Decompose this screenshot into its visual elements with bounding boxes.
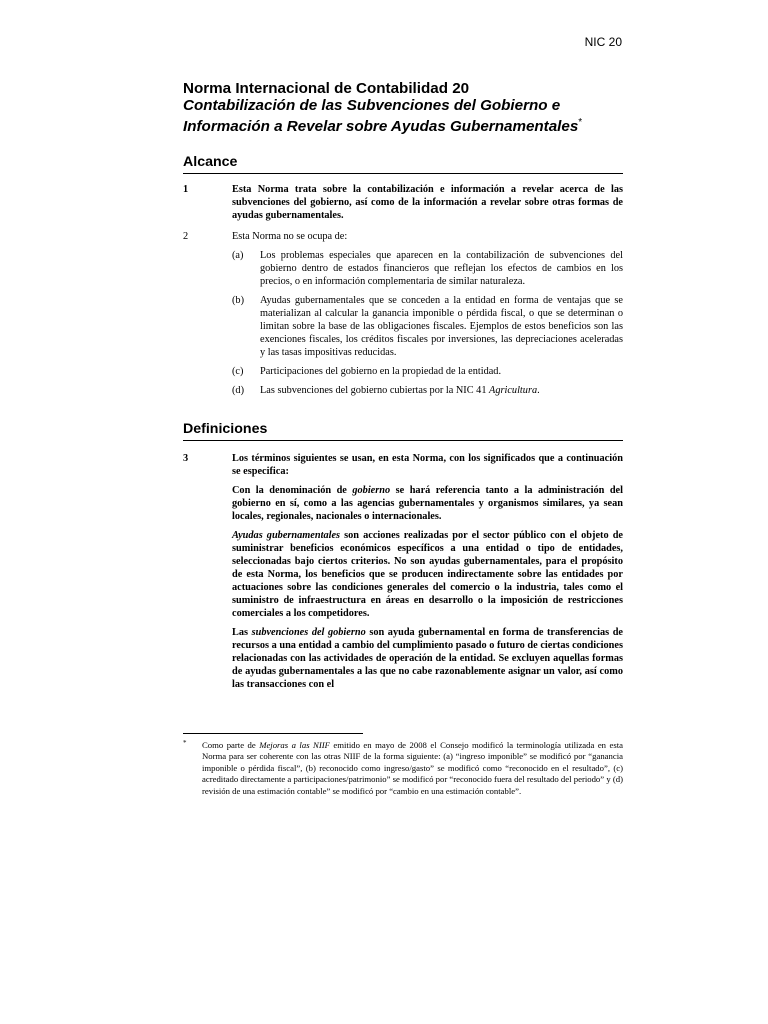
definition-term: gobierno — [352, 485, 391, 496]
list-item-text: Participaciones del gobierno en la propiedad de la entidad. — [260, 366, 502, 377]
list-item-label: (c) — [232, 366, 244, 377]
section-heading-alcance: Alcance — [183, 154, 623, 174]
list-item-text-after: . — [537, 385, 540, 396]
list-item-d — [232, 384, 623, 397]
page-label: NIC 20 — [584, 35, 622, 49]
definition-after: son ayuda gubernamental en forma de transferencias de recursos a una entidad a cambio del cumplimiento pasado o futuro de ciertas condiciones relacionadas con las actividades de operación de la entidad. Se excluyen aquellas formas de ayudas gubernamentales a las que no cabe razonablemente asignar un valor, así como las transacciones con el — [232, 627, 624, 690]
footnote-italic: Mejoras a las NIIF — [259, 740, 330, 750]
list-item-label: (d) — [232, 385, 245, 396]
list-item-text-before: Las subvenciones del gobierno cubiertas por la NIC 41 — [260, 385, 490, 396]
list-item-text-italic: Agricultura — [489, 385, 538, 396]
paragraph-intro: Esta Norma no se ocupa de: — [232, 231, 348, 242]
definition-subvenciones — [232, 626, 623, 691]
list-item-label: (b) — [232, 295, 245, 306]
paragraph-text: Esta Norma trata sobre la contabilización e información a revelar acerca de las subvenciones del gobierno, así como de la información a revelar sobre otras formas de ayudas gubernamentales. — [232, 184, 623, 221]
list-item-label: (a) — [232, 250, 244, 261]
section-heading-definiciones: Definiciones — [183, 421, 623, 441]
paragraph-3 — [183, 452, 623, 697]
footnote-marker: * — [183, 739, 187, 747]
definition-ayudas — [232, 529, 623, 620]
document-title — [183, 80, 623, 135]
title-main: Norma Internacional de Contabilidad 20 — [183, 80, 470, 97]
paragraph-intro: Los términos siguientes se usan, en esta Norma, con los significados que a continuación se especifica: — [232, 453, 623, 477]
paragraph-2 — [183, 230, 623, 403]
footnote-before: Como parte de — [202, 740, 260, 750]
list-item-text — [260, 384, 623, 397]
list-item-text: Ayudas gubernamentales que se conceden a la entidad en forma de ventajas que se materializan al calcular la ganancia imponible o pérdida fiscal, o que se determinan o limitan sobre la base de las obligaciones fiscales. Ejemplos de estos beneficios son las exenciones fiscales, los créditos fiscales por inversiones, las depreciaciones aceleradas y las tasas impositivas reducidas. — [260, 295, 623, 358]
list-item-c — [232, 365, 623, 378]
paragraph-1 — [183, 183, 623, 222]
footnote — [183, 740, 623, 797]
definition-before: Con la denominación de — [232, 485, 353, 496]
definition-after: se hará referencia tanto a la administración del gobierno en sí, como a las agencias gubernamentales y organismos similares, ya sean locales, regionales, nacionales o internacionales. — [232, 485, 623, 522]
list-item-b — [232, 294, 623, 359]
list-item-text: Los problemas especiales que aparecen en la contabilización de subvenciones del gobierno dentro de estados financieros que reflejan los efectos de cambios en los precios, o en información complementaria de similar naturaleza. — [260, 250, 623, 287]
list-item-a — [232, 249, 623, 288]
definition-term: subvenciones del gobierno — [251, 627, 366, 638]
title-sub-line1: Contabilización de las Subvenciones del Gobierno e — [183, 97, 561, 114]
title-sub-line2 — [183, 114, 623, 135]
footnote-text — [202, 740, 623, 797]
paragraph-number: 2 — [183, 231, 189, 242]
title-footnote-marker: * — [578, 117, 583, 128]
definition-gobierno — [232, 484, 623, 523]
paragraph-number: 3 — [183, 453, 189, 464]
definition-before: Las — [232, 627, 252, 638]
definition-term: Ayudas gubernamentales — [232, 530, 341, 541]
definition-after: son acciones realizadas por el sector público con el objeto de suministrar beneficios económicos específicos a una entidad o tipo de entidades, seleccionadas bajo ciertos criterios. No son ayudas gubernamentales, para el propósito de esta Norma, los beneficios que se producen indirectamente sobre las entidades por actuaciones sobre las condiciones generales del comercio o la industria, tales como el suministro de infraestructura en áreas en desarrollo o la imposición de restricciones comerciales a los competidores. — [232, 530, 623, 619]
footnote-divider — [183, 733, 363, 734]
paragraph-number: 1 — [183, 184, 189, 195]
footnote-after: emitido en mayo de 2008 el Consejo modificó la terminología utilizada en esta Norma para ser coherente con las otras NIIF de la forma siguiente: (a) “ingreso imponible” se modificó por “ganancia imponible o pérdida fiscal”, (b) reconocido como ingreso/gasto” se modificó como “reconocido en el resultado”, (c) acreditado directamente a participaciones/patrimonio” se modificó por “reconocido fuera del resultado del periodo” y (d) revisión de una estimación contable” se modificó por “cambio en una estimación contable”. — [202, 740, 623, 796]
title-sub-line2-text: Información a Revelar sobre Ayudas Gubernamentales — [183, 118, 579, 136]
